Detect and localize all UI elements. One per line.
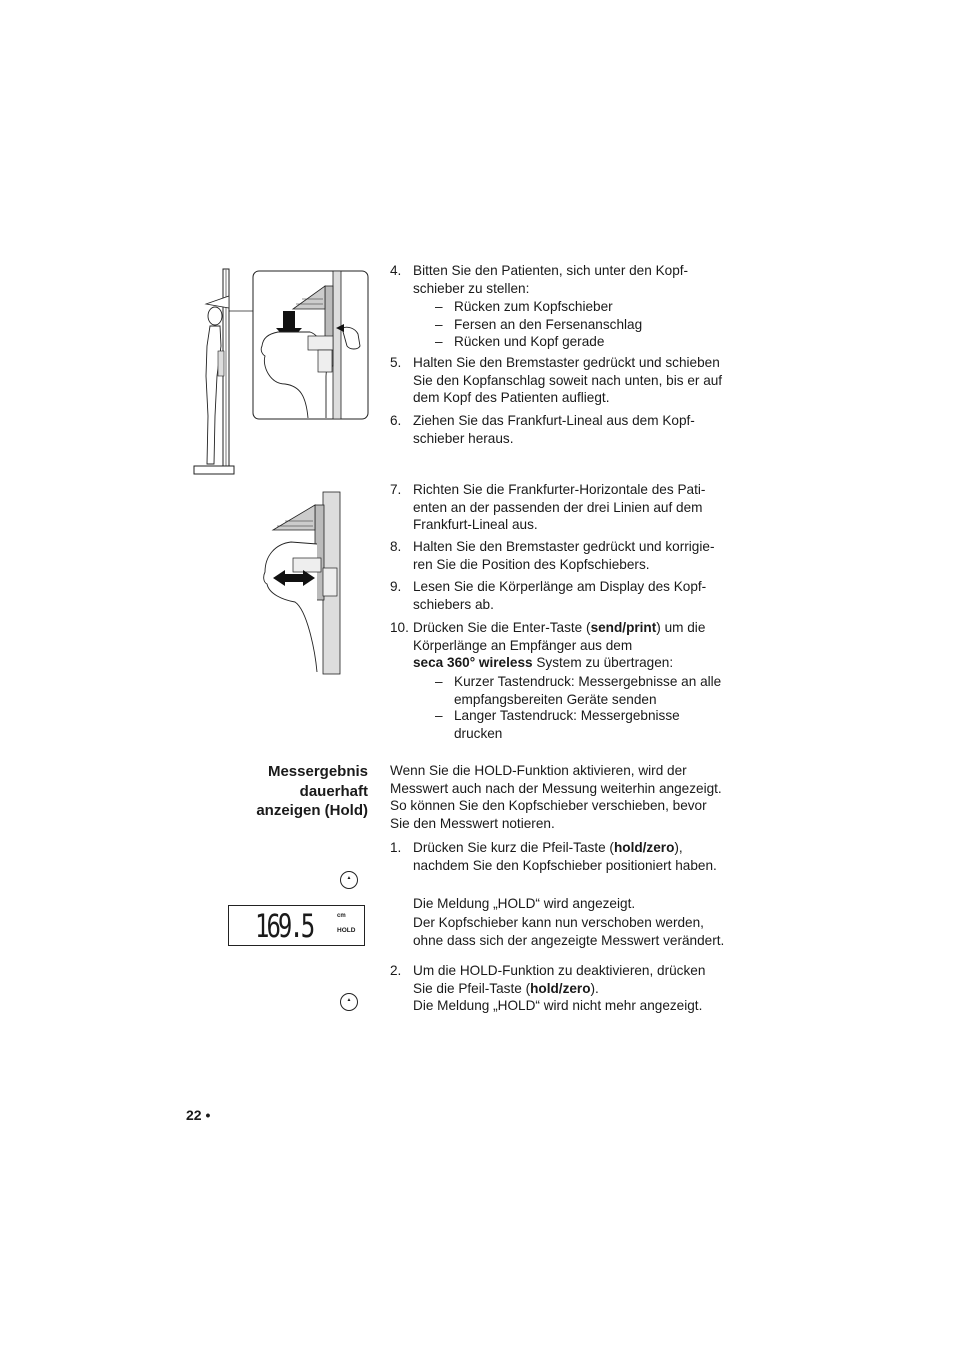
step-number: 6. (390, 413, 402, 428)
section-heading: Messergebnis dauerhaft anzeigen (Hold) (256, 763, 368, 819)
lcd-display (228, 905, 365, 946)
hold-step-1: 1. Drücken Sie kurz die Pfeil-Taste (hold/zero), nachdem Sie den Kopfschieber positioniert haben. (390, 840, 717, 873)
step-text-line: schieber zu stellen: (413, 280, 530, 296)
step-number: 4. (390, 263, 402, 278)
hold-intro: Wenn Sie die HOLD-Funktion aktivieren, wird der Messwert auch nach der Messung weiterhin angezeigt. So können Sie den Kopfschieber verschieben, bevor Sie den Messwert notieren. (390, 763, 722, 831)
figure-stadiometer-positioning (190, 266, 370, 481)
hold-message: Die Meldung „HOLD“ wird angezeigt. (413, 896, 636, 911)
step-7: 7. Richten Sie die Frankfurter-Horizontale des Pati- enten an der passenden der drei Linien auf dem Frankfurt-Lineal aus. (390, 482, 706, 533)
step-9: 9. Lesen Sie die Körperlänge am Display des Kopf- schiebers ab. (390, 579, 707, 612)
key-send-print: send/print (590, 620, 657, 635)
arrow-up-icon: ▲ (340, 993, 358, 1011)
display-hold-status: HOLD (337, 927, 356, 934)
step-text-line: Bitten Sie den Patienten, sich unter den Kopf- (413, 263, 689, 278)
step-5: 5. Halten Sie den Bremstaster gedrückt und schieben Sie den Kopfanschlag soweit nach unten, bis er auf dem Kopf des Patienten aufliegt. (390, 355, 723, 406)
display-value: 169.5 (255, 907, 313, 945)
bullet-item: – Fersen an den Fersenanschlag (435, 317, 643, 332)
figure-frankfurt-alignment (255, 490, 345, 675)
hold-step-2: 2. Um die HOLD-Funktion zu deaktivieren, drücken Sie die Pfeil-Taste (hold/zero). Die Meldung „HOLD“ wird nicht mehr angezeigt. (390, 963, 706, 1014)
arrow-up-icon: ▲ (340, 871, 358, 889)
display-unit: cm (337, 913, 346, 919)
bullet-item: – Langer Tastendruck: Messergebnisse drucken (435, 708, 680, 741)
bullet-item: – Kurzer Tastendruck: Messergebnisse an alle empfangsbereiten Geräte senden (435, 674, 722, 707)
bullet-item: – Rücken und Kopf gerade (435, 334, 605, 349)
bullet-item: – Rücken zum Kopfschieber (435, 299, 613, 314)
step-4 (390, 262, 740, 297)
brand-name: seca 360° wireless (413, 655, 533, 671)
step-8: 8. Halten Sie den Bremstaster gedrückt und korrigie- ren Sie die Position des Kopfschiebers. (390, 539, 715, 572)
key-hold-zero: hold/zero (613, 840, 675, 855)
hold-note: Der Kopfschieber kann nun verschoben werden, ohne dass sich der angezeigte Messwert verändert. (413, 915, 725, 948)
step-10: 10. Drücken Sie die Enter-Taste (send/print) um die Körperlänge an Empfänger aus dem seca 360° wireless System zu übertragen: (390, 620, 706, 671)
step-number: 5. (390, 355, 402, 370)
step-6: 6. Ziehen Sie das Frankfurt-Lineal aus dem Kopf- schieber heraus. (390, 413, 695, 446)
page-number: 22 • (186, 1107, 211, 1123)
